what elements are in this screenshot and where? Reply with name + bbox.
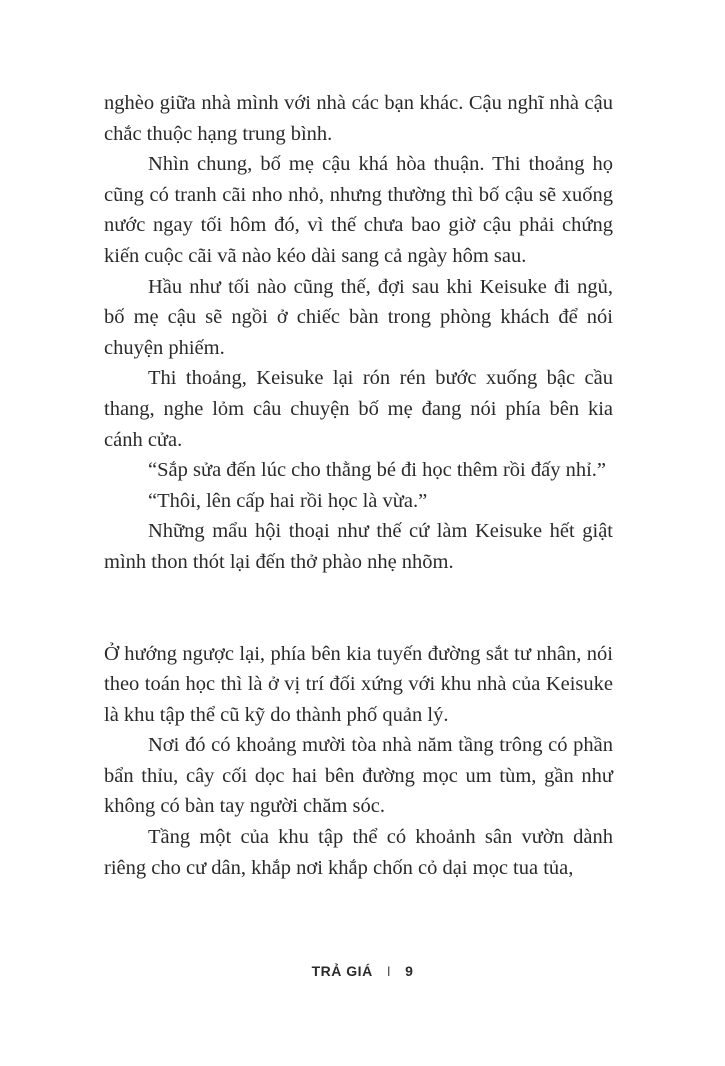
paragraph: Tầng một của khu tập thể có khoảnh sân vườn dành riêng cho cư dân, khắp nơi khắp chốn cỏ dại mọc tua tủa, <box>104 826 613 879</box>
paragraph: “Sắp sửa đến lúc cho thằng bé đi học thêm rồi đấy nhỉ.” <box>148 459 606 482</box>
paragraph: Hầu như tối nào cũng thế, đợi sau khi Keisuke đi ngủ, bố mẹ cậu sẽ ngồi ở chiếc bàn trong phòng khách để nói chuyện phiếm. <box>104 275 613 359</box>
footer-separator: I <box>386 963 392 979</box>
paragraph: nghèo giữa nhà mình với nhà các bạn khác. Cậu nghĩ nhà cậu chắc thuộc hạng trung bình. <box>104 92 613 145</box>
page-footer <box>0 963 725 979</box>
page-body <box>104 88 613 883</box>
paragraph: Những mẩu hội thoại như thế cứ làm Keisuke hết giật mình thon thót lại đến thở phào nhẹ nhõm. <box>104 520 613 573</box>
paragraph: “Thôi, lên cấp hai rồi học là vừa.” <box>148 489 428 512</box>
section-break <box>104 578 613 639</box>
paragraph: Nơi đó có khoảng mười tòa nhà năm tầng trông có phần bẩn thỉu, cây cối dọc hai bên đường mọc um tùm, gần như không có bàn tay người chăm sóc. <box>104 734 613 818</box>
paragraph: Ở hướng ngược lại, phía bên kia tuyến đường sắt tư nhân, nói theo toán học thì là ở vị trí đối xứng với khu nhà của Keisuke là khu tập thể cũ kỹ do thành phố quản lý. <box>104 642 613 726</box>
page-number: 9 <box>405 963 414 979</box>
running-title: TRẢ GIÁ <box>311 963 373 979</box>
paragraph: Nhìn chung, bố mẹ cậu khá hòa thuận. Thi thoảng họ cũng có tranh cãi nho nhỏ, nhưng thường thì bố cậu sẽ xuống nước ngay tối hôm đó, vì thế chưa bao giờ cậu phải chứng kiến cuộc cãi vã nào kéo dài sang cả ngày hôm sau. <box>104 153 613 267</box>
paragraph: Thi thoảng, Keisuke lại rón rén bước xuống bậc cầu thang, nghe lỏm câu chuyện bố mẹ đang nói phía bên kia cánh cửa. <box>104 367 613 451</box>
